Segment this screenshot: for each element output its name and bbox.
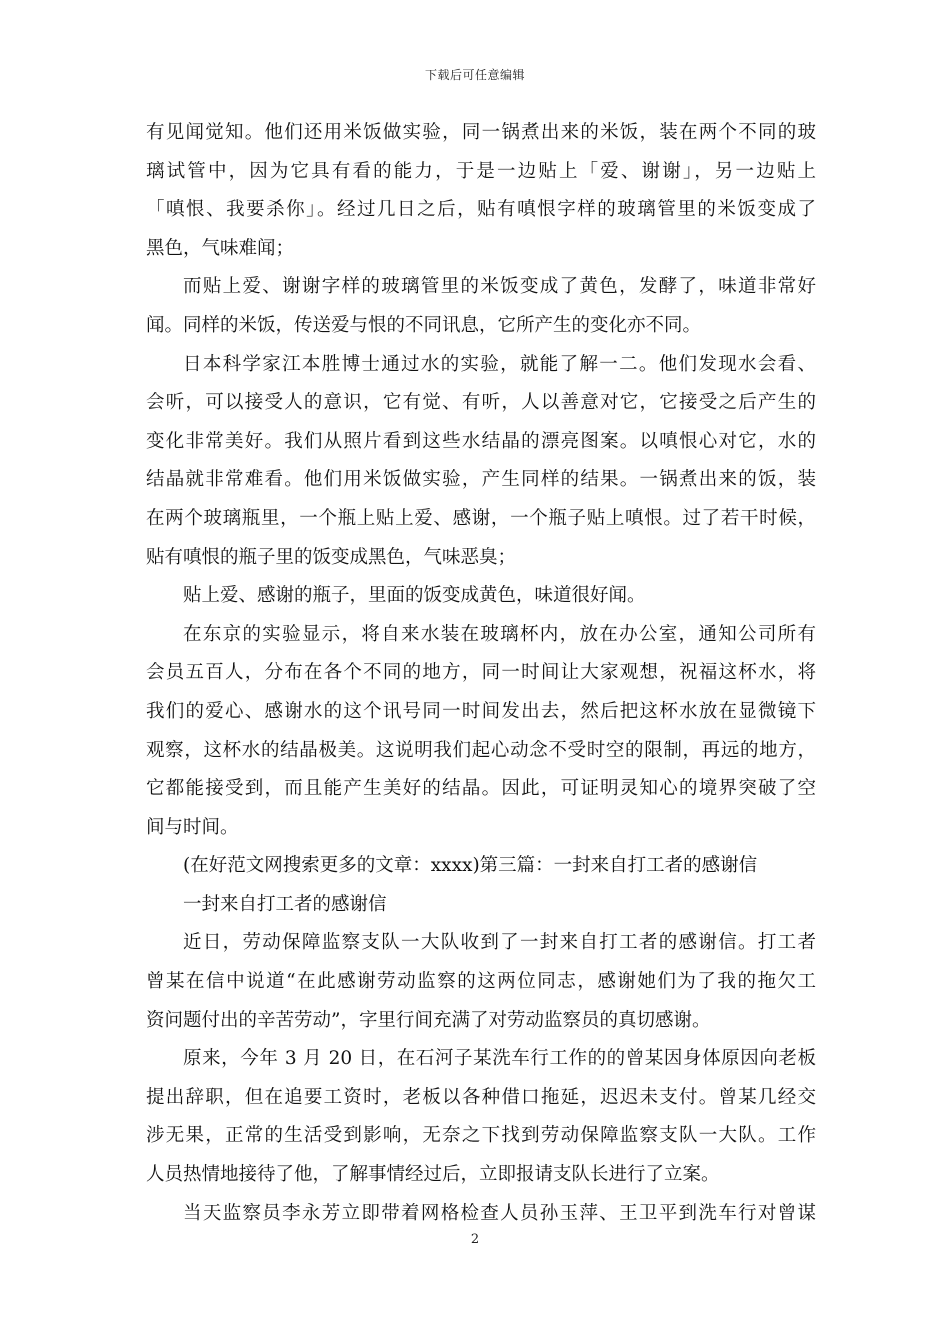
text-line: 当天监察员李永芳立即带着网格检查人员孙玉萍、王卫平到洗车行对曾谋 xyxy=(183,1202,816,1224)
text-line: 璃试管中，因为它具有看的能力，于是一边贴上「爱、谢谢」，另一边贴上 xyxy=(146,160,816,182)
text-line: 近日，劳动保障监察支队一大队收到了一封来自打工者的感谢信。打工者 xyxy=(183,932,816,954)
text-line: (在好范文网搜索更多的文章：xxxx)第三篇：一封来自打工者的感谢信 xyxy=(183,855,758,877)
text-line: 人员热情地接待了他，了解事情经过后，立即报请支队长进行了立案。 xyxy=(146,1164,720,1186)
page-header: 下载后可任意编辑 xyxy=(424,68,525,82)
text-line: 原来，今年 3 月 20 日，在石河子某洗车行工作的的曾某因身体原因向老板 xyxy=(183,1048,816,1070)
document-body xyxy=(146,114,816,1233)
text-line: 在东京的实验显示，将自来水装在玻璃杯内，放在办公室，通知公司所有 xyxy=(183,623,816,645)
text-line: 闻。同样的米饭，传送爱与恨的不同讯息，它所产生的变化亦不同。 xyxy=(146,314,702,336)
text-line: 涉无果，正常的生活受到影响，无奈之下找到劳动保障监察支队一大队。工作 xyxy=(146,1125,816,1147)
text-line: 变化非常美好。我们从照片看到这些水结晶的漂亮图案。以嗔恨心对它，水的 xyxy=(146,430,816,452)
text-line: 资问题付出的辛苦劳动”，字里行间充满了对劳动监察员的真切感谢。 xyxy=(146,1009,711,1031)
text-line: 结晶就非常难看。他们用米饭做实验，产生同样的结果。一锅煮出来的饭，装 xyxy=(146,469,816,491)
text-line: 间与时间。 xyxy=(146,816,239,838)
text-line: 会听，可以接受人的意识，它有觉、有听，人以善意对它，它接受之后产生的 xyxy=(146,392,816,414)
text-line: 日本科学家江本胜博士通过水的实验，就能了解一二。他们发现水会看、 xyxy=(183,353,816,375)
text-line: 会员五百人，分布在各个不同的地方，同一时间让大家观想，祝福这杯水，将 xyxy=(146,662,816,684)
text-line: 一封来自打工者的感谢信 xyxy=(183,893,387,915)
text-line: 提出辞职，但在追要工资时，老板以各种借口拖延，迟迟未支付。曾某几经交 xyxy=(146,1086,816,1108)
text-line: 有见闻觉知。他们还用米饭做实验，同一锅煮出来的米饭，装在两个不同的玻 xyxy=(146,122,816,143)
text-line: 我们的爱心、感谢水的这个讯号同一时间发出去，然后把这杯水放在显微镜下 xyxy=(146,700,816,722)
text-line: 观察，这杯水的结晶极美。这说明我们起心动念不受时空的限制，再远的地方， xyxy=(146,739,816,761)
text-line: 它都能接受到，而且能产生美好的结晶。因此，可证明灵知心的境界突破了空 xyxy=(146,778,816,800)
text-line: 而贴上爱、谢谢字样的玻璃管里的米饭变成了黄色，发酵了，味道非常好 xyxy=(183,276,816,298)
text-line: 贴上爱、感谢的瓶子，里面的饭变成黄色，味道很好闻。 xyxy=(183,585,646,607)
text-line: 贴有嗔恨的瓶子里的饭变成黑色，气味恶臭； xyxy=(146,546,517,568)
text-line: 黑色，气味难闻； xyxy=(146,237,295,259)
text-line: 在两个玻璃瓶里，一个瓶上贴上爱、感谢，一个瓶子贴上嗔恨。过了若干时候， xyxy=(146,507,816,529)
page-number: 2 xyxy=(470,1232,480,1247)
text-line: 曾某在信中说道“在此感谢劳动监察的这两位同志，感谢她们为了我的拖欠工 xyxy=(146,971,816,993)
text-line: 「嗔恨、我要杀你」。经过几日之后，贴有嗔恨字样的玻璃管里的米饭变成了 xyxy=(146,199,816,221)
